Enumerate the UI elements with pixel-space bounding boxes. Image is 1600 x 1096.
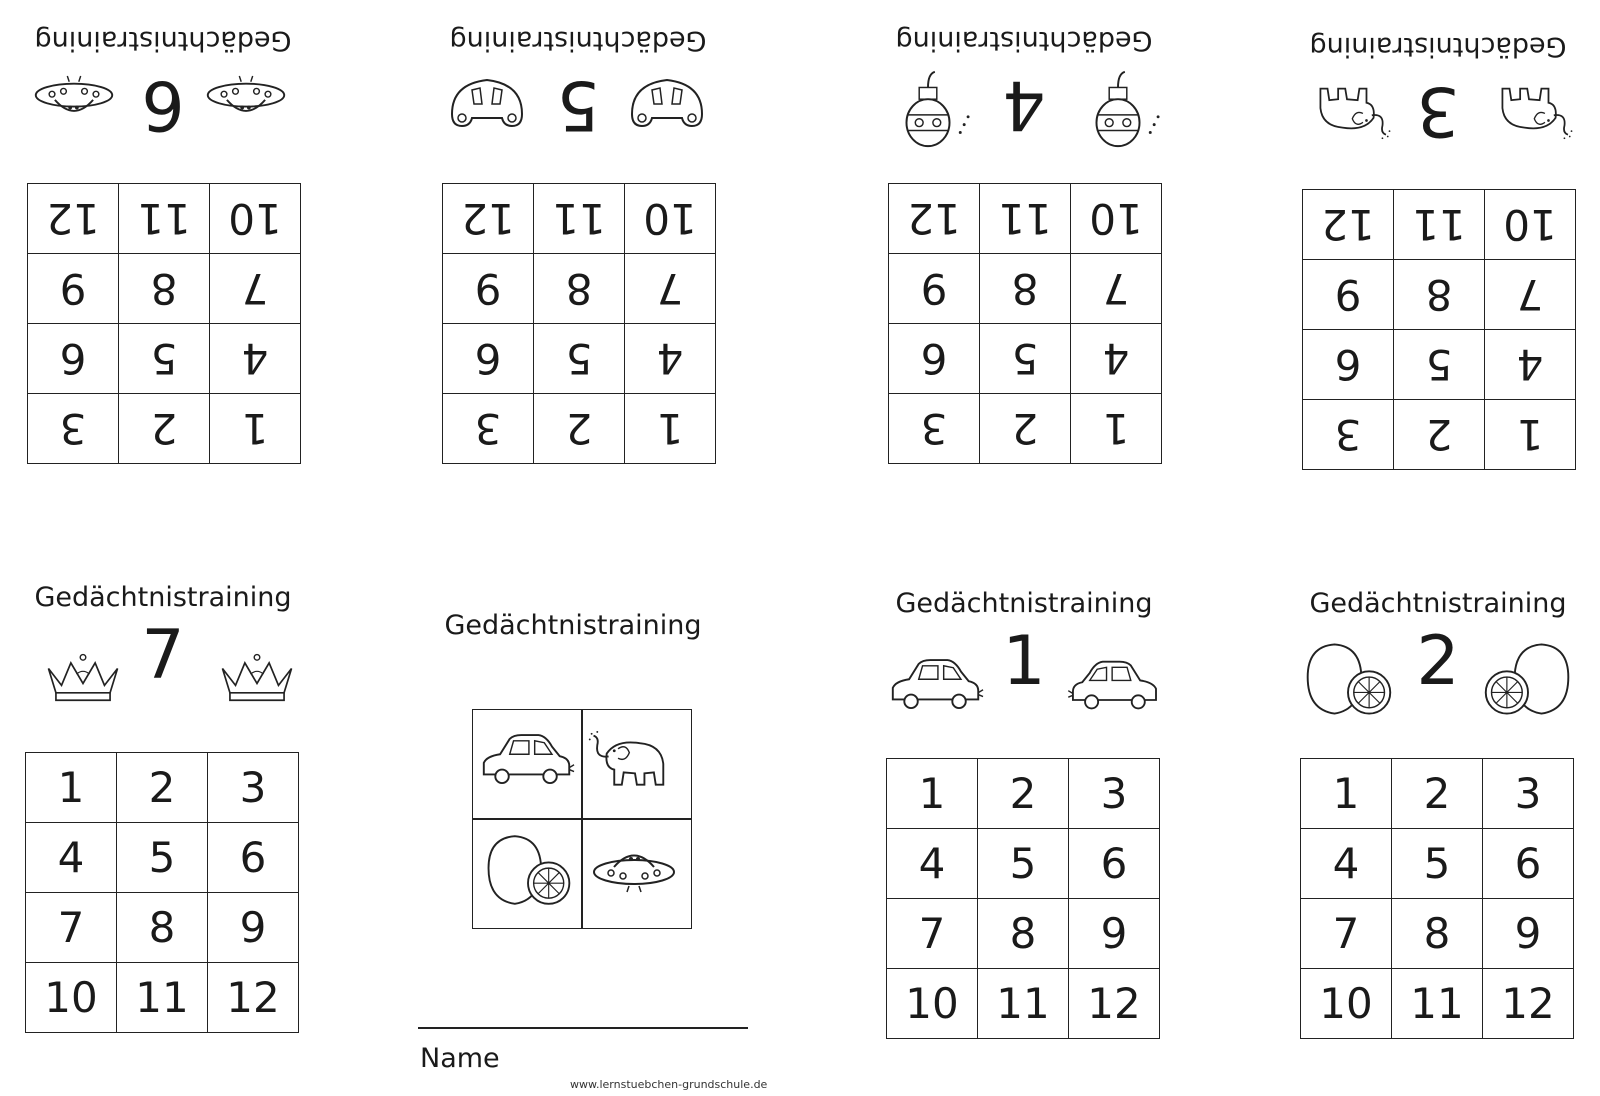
- grid-cell: 3: [1483, 759, 1574, 829]
- grid-cell: 2: [1392, 759, 1483, 829]
- grid-cell: 11: [980, 184, 1071, 254]
- grid-cell: 4: [1071, 324, 1162, 394]
- page-number: 5: [556, 65, 600, 144]
- grid-cell: 9: [1303, 260, 1394, 330]
- page-number: 7: [141, 616, 185, 695]
- grid-cell: 3: [1069, 759, 1160, 829]
- grid-cell: 3: [443, 394, 534, 464]
- grid-cell: 5: [1392, 829, 1483, 899]
- page-number: 1: [1002, 622, 1046, 701]
- grid-cell: 4: [1485, 330, 1576, 400]
- crown-icon: [41, 648, 125, 704]
- page-number: 3: [1416, 71, 1460, 150]
- grid-cell: 8: [117, 893, 208, 963]
- grid-cell: 10: [887, 969, 978, 1039]
- number-grid: [888, 183, 1162, 464]
- page-2: [1300, 588, 1576, 1048]
- grid-cell: 4: [26, 823, 117, 893]
- page-number: 4: [1002, 65, 1046, 144]
- grid-cell: 7: [887, 899, 978, 969]
- page-title: Gedächtnistraining: [895, 588, 1153, 619]
- balloon-icon: [1074, 64, 1162, 152]
- grid-cell: 7: [210, 254, 301, 324]
- grid-cell: 12: [1303, 190, 1394, 260]
- grid-cell: 6: [1069, 829, 1160, 899]
- grid-cell: 1: [1301, 759, 1392, 829]
- website-footer: www.lernstuebchen-grundschule.de: [570, 1078, 768, 1091]
- number-grid: [442, 183, 716, 464]
- number-grid: [25, 752, 299, 1033]
- ufo-icon: [589, 844, 679, 894]
- grid-cell: 6: [1303, 330, 1394, 400]
- car-icon: [479, 730, 575, 790]
- page-title: Gedächtnistraining: [895, 25, 1153, 56]
- cover-picture-grid: [472, 709, 692, 929]
- grid-cell: 12: [889, 184, 980, 254]
- grid-cell: 12: [1483, 969, 1574, 1039]
- grid-cell: 10: [1071, 184, 1162, 254]
- grid-cell: 5: [980, 324, 1071, 394]
- grid-cell: 11: [119, 184, 210, 254]
- grid-cell: 12: [1069, 969, 1160, 1039]
- grid-cell: 7: [1301, 899, 1392, 969]
- page-4: [886, 14, 1162, 464]
- page-title: Gedächtnistraining: [1309, 588, 1567, 619]
- lemon-icon: [1300, 640, 1396, 718]
- grid-cell: 6: [28, 324, 119, 394]
- grid-cell: 10: [26, 963, 117, 1033]
- grid-cell: 8: [1394, 260, 1485, 330]
- grid-cell: 8: [119, 254, 210, 324]
- grid-cell: 6: [889, 324, 980, 394]
- page-title: Gedächtnistraining: [34, 25, 292, 56]
- grid-cell: 9: [443, 254, 534, 324]
- number-grid: [886, 758, 1160, 1039]
- grid-cell: 3: [208, 753, 299, 823]
- grid-cell: 2: [1394, 400, 1485, 470]
- page-number: 2: [1416, 622, 1460, 701]
- ufo-icon: [203, 74, 289, 122]
- grid-cell: 4: [210, 324, 301, 394]
- number-grid: [1300, 758, 1574, 1039]
- grid-cell: 3: [28, 394, 119, 464]
- grid-cell: 12: [28, 184, 119, 254]
- page-5: [440, 14, 716, 464]
- car-icon: [888, 656, 984, 714]
- car-icon: [1066, 658, 1162, 714]
- grid-cell: 6: [1483, 829, 1574, 899]
- grid-cell: 1: [1071, 394, 1162, 464]
- grid-cell: 9: [889, 254, 980, 324]
- page-7: [25, 582, 301, 1042]
- grid-cell: 11: [117, 963, 208, 1033]
- grid-cell: 12: [443, 184, 534, 254]
- grid-cell: 5: [119, 324, 210, 394]
- grid-cell: 9: [208, 893, 299, 963]
- grid-cell: 2: [980, 394, 1071, 464]
- name-line[interactable]: [418, 1027, 748, 1029]
- grid-cell: 3: [1303, 400, 1394, 470]
- grid-cell: 8: [980, 254, 1071, 324]
- grid-cell: 1: [26, 753, 117, 823]
- grid-cell: 3: [889, 394, 980, 464]
- grid-cell: 7: [625, 254, 716, 324]
- grid-cell: 5: [1394, 330, 1485, 400]
- frog-icon: [442, 74, 532, 134]
- page-number: 6: [141, 65, 185, 144]
- frog-icon: [622, 74, 712, 134]
- grid-cell: 8: [534, 254, 625, 324]
- grid-cell: 1: [1485, 400, 1576, 470]
- grid-cell: 1: [210, 394, 301, 464]
- grid-cell: 4: [625, 324, 716, 394]
- page-title: Gedächtnistraining: [1309, 31, 1567, 62]
- grid-cell: 2: [978, 759, 1069, 829]
- name-label: Name: [420, 1043, 500, 1074]
- balloon-icon: [884, 64, 972, 152]
- grid-cell: 5: [117, 823, 208, 893]
- grid-cell: 8: [978, 899, 1069, 969]
- grid-cell: 10: [625, 184, 716, 254]
- page-title: Gedächtnistraining: [449, 25, 707, 56]
- grid-cell: 4: [1301, 829, 1392, 899]
- ufo-icon: [31, 74, 117, 122]
- grid-cell: 10: [1485, 190, 1576, 260]
- number-grid: [1302, 189, 1576, 470]
- cover-title: Gedächtnistraining: [444, 610, 702, 641]
- grid-cell: 9: [1069, 899, 1160, 969]
- grid-cell: 4: [887, 829, 978, 899]
- grid-cell: 1: [625, 394, 716, 464]
- grid-cell: 7: [1071, 254, 1162, 324]
- grid-cell: 6: [443, 324, 534, 394]
- grid-cell: 11: [1394, 190, 1485, 260]
- grid-cell: 6: [208, 823, 299, 893]
- grid-cell: 9: [1483, 899, 1574, 969]
- grid-cell: 5: [978, 829, 1069, 899]
- grid-cell: 10: [210, 184, 301, 254]
- number-grid: [27, 183, 301, 464]
- elephant-icon: [587, 730, 683, 796]
- grid-cell: 12: [208, 963, 299, 1033]
- grid-cell: 7: [26, 893, 117, 963]
- page-title: Gedächtnistraining: [34, 582, 292, 613]
- grid-cell: 2: [119, 394, 210, 464]
- elephant-icon: [1484, 78, 1574, 140]
- page-3: [1300, 20, 1576, 470]
- grid-cell: 2: [117, 753, 208, 823]
- grid-cell: 9: [28, 254, 119, 324]
- grid-cell: 11: [534, 184, 625, 254]
- divider: [473, 818, 691, 820]
- grid-cell: 11: [978, 969, 1069, 1039]
- grid-cell: 8: [1392, 899, 1483, 969]
- grid-cell: 1: [887, 759, 978, 829]
- grid-cell: 10: [1301, 969, 1392, 1039]
- crown-icon: [215, 648, 299, 704]
- grid-cell: 5: [534, 324, 625, 394]
- grid-cell: 11: [1392, 969, 1483, 1039]
- grid-cell: 2: [534, 394, 625, 464]
- lemon-icon: [481, 832, 575, 908]
- grid-cell: 7: [1485, 260, 1576, 330]
- elephant-icon: [1302, 78, 1392, 140]
- lemon-icon: [1480, 640, 1576, 718]
- page-1: [886, 588, 1162, 1048]
- page-6: [25, 14, 301, 464]
